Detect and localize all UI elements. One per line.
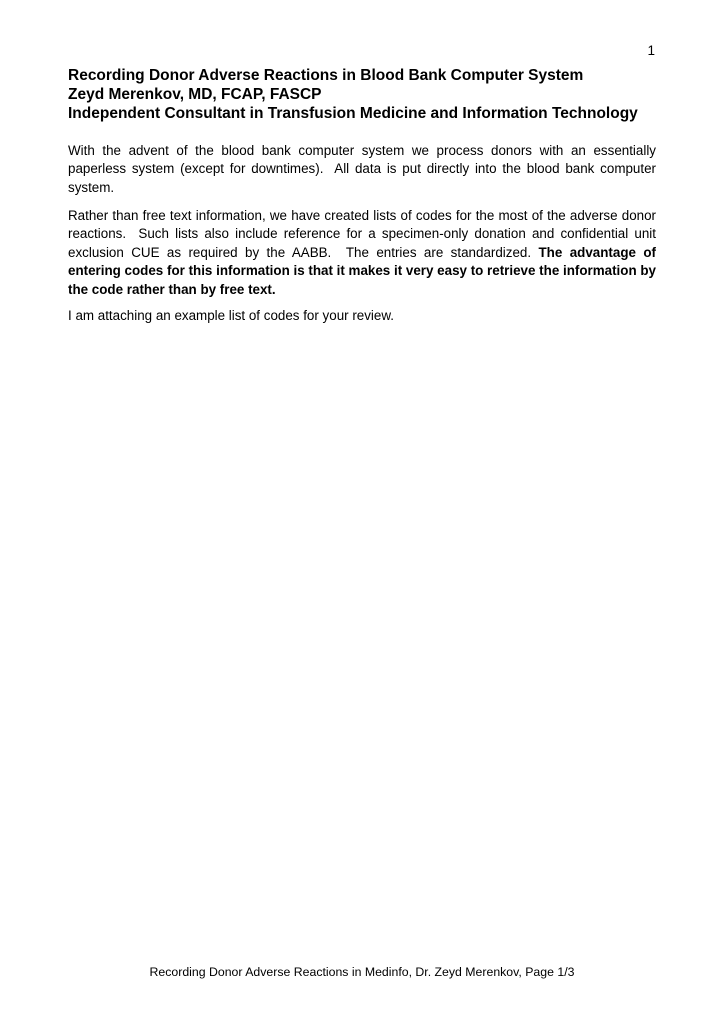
paragraph-2 xyxy=(68,207,656,299)
paragraph-2-normal-text: Rather than free text information, we have created lists of codes for the most of the adverse donor reactions. Such lists also include reference for a specimen-only donation and confidential unit exclusion CUE as required by the AABB. The entries are standardized. xyxy=(68,208,656,260)
document-title-block xyxy=(68,66,668,123)
author-line: Zeyd Merenkov, MD, FCAP, FASCP xyxy=(68,86,322,103)
paragraph-2-bold-text: The advantage of entering codes for this information is that it makes it very easy to retrieve the information by the code rather than by free text. xyxy=(68,244,656,297)
page-number: 1 xyxy=(647,43,655,58)
document-title: Recording Donor Adverse Reactions in Blood Bank Computer System xyxy=(68,67,584,84)
footer-line: Recording Donor Adverse Reactions in Medinfo, Dr. Zeyd Merenkov, Page 1/3 xyxy=(149,965,575,979)
affiliation-line: Independent Consultant in Transfusion Medicine and Information Technology xyxy=(68,105,638,122)
paragraph-3: I am attaching an example list of codes for your review. xyxy=(68,308,394,323)
paragraph-1: With the advent of the blood bank computer system we process donors with an essentially paperless system (except for downtimes). All data is put directly into the blood bank computer system. xyxy=(68,143,656,195)
